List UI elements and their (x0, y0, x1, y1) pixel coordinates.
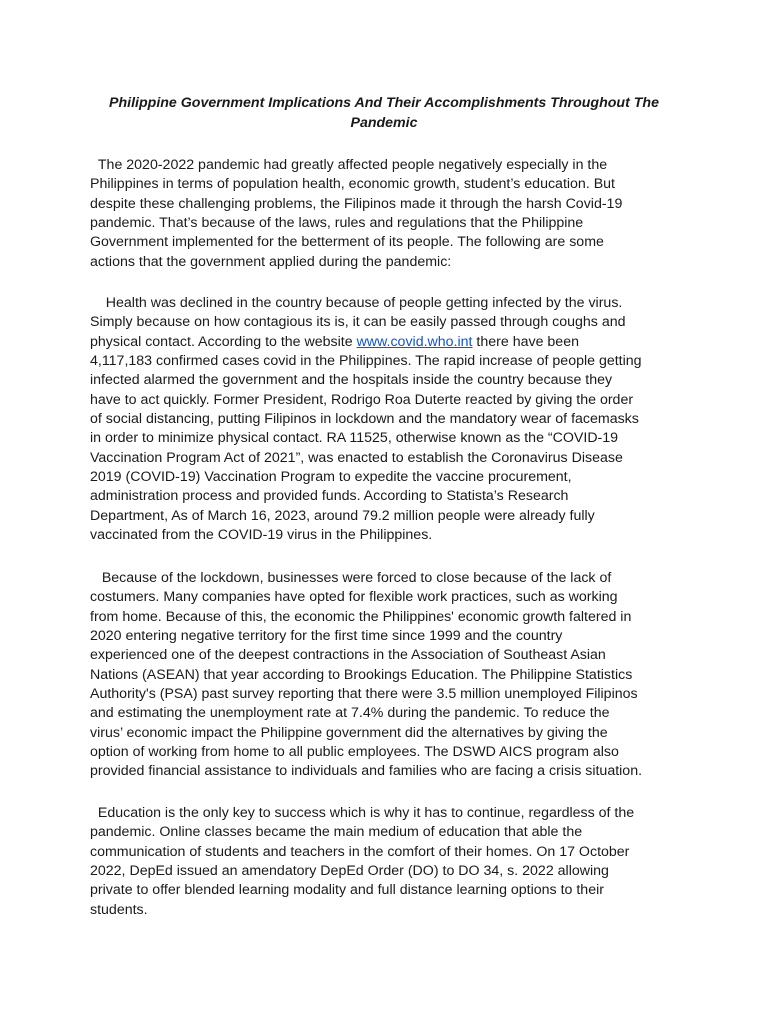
text-line: Because of the lockdown, businesses were forced to close because of the lack of (90, 570, 612, 586)
paragraph-health (90, 294, 690, 545)
text-line: pandemic. That’s because of the laws, rules and regulations that the Philippine (90, 215, 584, 232)
text-line: Simply because on how contagious its is, it can be easily passed through coughs and (90, 314, 626, 331)
document-title (80, 93, 688, 133)
text-line: option of working from home to all public employees. The DSWD AICS program also (90, 744, 619, 761)
text-line-with-link (90, 333, 690, 352)
text-line: from home. Because of this, the economic the Philippines' economic growth faltered in (90, 608, 632, 625)
document-title-line-2: Pandemic (350, 115, 418, 131)
text-line: infected alarmed the government and the hospitals inside the country because they (90, 372, 613, 389)
text-line: Education is the only key to success which is why it has to continue, regardless of the (90, 805, 635, 821)
text-line: 4,117,183 confirmed cases covid in the Philippines. The rapid increase of people getting (90, 353, 642, 370)
text-line: Health was declined in the country because of people getting infected by the virus. (90, 295, 623, 311)
text-line: of social distancing, putting Filipinos in lockdown and the mandatory wear of facemasks (90, 411, 639, 428)
text-line: Department, As of March 16, 2023, around 79.2 million people were already fully (90, 507, 595, 524)
text-line: private to offer blended learning modality and full distance learning options to their (90, 882, 604, 899)
text-line: 2020 entering negative territory for the first time since 1999 and the country (90, 628, 563, 645)
text-line: pandemic. Online classes became the main medium of education that able the (90, 824, 583, 841)
text-line: administration process and provided funds. According to Statista’s Research (90, 488, 569, 505)
text-line: Government implemented for the betterment of its people. The following are some (90, 234, 604, 251)
paragraph-education (90, 804, 690, 920)
text-line: The 2020-2022 pandemic had greatly affected people negatively especially in the (90, 157, 608, 173)
text-line: 2022, DepEd issued an amendatory DepEd Order (DO) to DO 34, s. 2022 allowing (90, 863, 609, 880)
text-line: in order to minimize physical contact. RA 11525, otherwise known as the “COVID-19 (90, 430, 619, 447)
covid-who-link[interactable]: www.covid.who.int (356, 333, 473, 350)
text-segment: physical contact. According to the website (90, 333, 357, 350)
text-line: Authority's (PSA) past survey reporting that there were 3.5 million unemployed Filipinos (90, 686, 638, 703)
text-line: provided financial assistance to individuals and families who are facing a crisis situation. (90, 763, 643, 780)
text-line: Vaccination Program Act of 2021”, was enacted to establish the Coronavirus Disease (90, 449, 623, 466)
text-line: vaccinated from the COVID-19 virus in the Philippines. (90, 527, 433, 544)
paragraph-economy (90, 569, 690, 782)
text-line: have to act quickly. Former President, Rodrigo Roa Duterte reacted by giving the order (90, 391, 634, 408)
text-line: costumers. Many companies have opted for flexible work practices, such as working (90, 589, 618, 606)
text-line: students. (90, 901, 148, 918)
text-line: experienced one of the deepest contractions in the Association of Southeast Asian (90, 647, 606, 664)
text-line: 2019 (COVID-19) Vaccination Program to expedite the vaccine procurement, (90, 469, 572, 486)
text-line: communication of students and teachers in the comfort of their homes. On 17 October (90, 843, 630, 860)
text-line: Philippines in terms of population health, economic growth, student’s education. But (90, 176, 615, 193)
text-segment: there have been (472, 333, 579, 350)
text-line: and estimating the unemployment rate at 7.4% during the pandemic. To reduce the (90, 705, 610, 722)
text-line: actions that the government applied during the pandemic: (90, 253, 452, 270)
paragraph-intro (90, 156, 690, 272)
text-line: despite these challenging problems, the Filipinos made it through the harsh Covid-19 (90, 195, 623, 212)
text-line: Nations (ASEAN) that year according to Brookings Education. The Philippine Statistics (90, 666, 633, 683)
document-title-line-1: Philippine Government Implications And Their Accomplishments Throughout The (109, 95, 659, 111)
text-line: virus’ economic impact the Philippine government did the alternatives by giving the (90, 724, 608, 741)
